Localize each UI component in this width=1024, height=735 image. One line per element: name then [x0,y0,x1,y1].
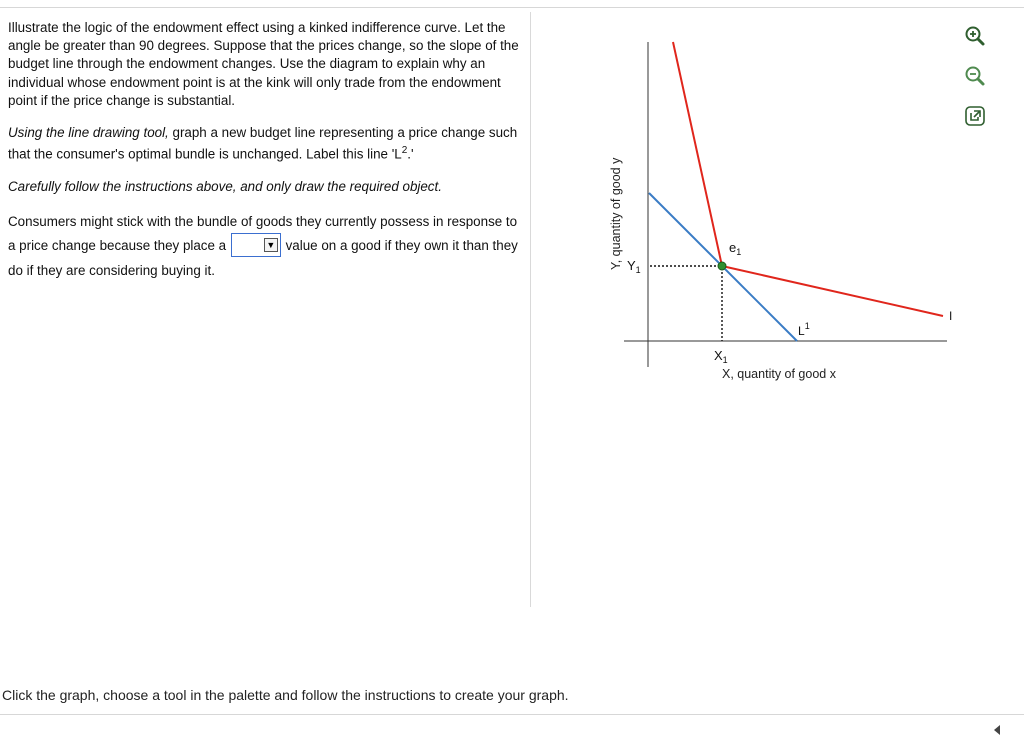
popout-button[interactable] [960,102,988,128]
careful-note [8,178,526,196]
instruction-text: graph a new budget line representing a price change such that the consumer's optimal bundle is unchanged. Label this line [8,125,518,162]
dropdown-arrow-icon[interactable]: ▼ [264,238,278,252]
endowment-label: $e_1$ [729,240,742,257]
fill-after-text: value on a good if they own it than they do if they are considering buying it. [8,238,518,278]
x1-tick-label: $X_1$ [714,348,728,365]
scroll-left-icon[interactable] [988,722,1008,735]
label-sup: 2 [401,145,408,157]
indifference-curve-label: I [949,309,953,323]
graph-instructions: Click the graph, choose a tool in the palette and follow the instructions to create your graph. [2,687,569,703]
x-axis-label: X, quantity of good x [722,367,836,381]
fill-before-text: Consumers might stick with the bundle of goods they currently possess in response to a price change because they place a [8,214,518,254]
zoom-out-icon [964,65,986,87]
question-intro: Illustrate the logic of the endowment effect using a kinked indifference curve. Let the angle be greater than 90 degrees. Suppose that the prices change, so the slope of the budget line through the endowment changes. Use the diagram to explain why an individual whose endowment point is at the kink will only trade from the endowment point if the price change is substantial. [8,20,519,108]
label-suffix: .' [407,146,414,162]
careful-note-text: Carefully follow the instructions above, and only draw the required object. [8,178,442,194]
y1-tick-label: $Y_1$ [627,258,641,275]
zoom-in-icon [964,25,986,47]
graph-canvas[interactable] [600,30,960,390]
answer-dropdown[interactable] [231,233,281,257]
label-prefix: 'L [391,146,402,162]
y-axis-label: Y, quantity of good y [609,157,623,270]
budget-line-label: $L^1$ [798,321,810,338]
instruction-italic: Using the line drawing tool, [8,125,169,141]
question-panel [8,19,526,283]
indifference-curve[interactable] [673,42,943,316]
question-instruction [8,124,526,164]
zoom-out-button[interactable] [960,62,988,88]
bottom-divider [0,714,1024,715]
external-window-icon [964,105,986,127]
endowment-point[interactable] [718,262,726,270]
zoom-in-button[interactable] [960,22,988,48]
column-divider [530,12,531,607]
top-divider [0,7,1024,8]
fill-in-question [8,210,526,282]
